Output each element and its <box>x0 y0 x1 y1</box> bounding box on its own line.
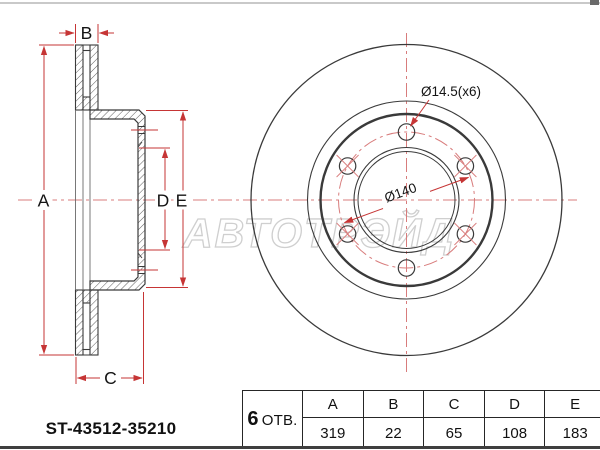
vent-vane-bottom <box>83 290 90 303</box>
bottom-divider <box>0 446 600 449</box>
dimension-letters <box>38 23 188 388</box>
col-header-B: B <box>363 391 424 418</box>
bolt-hole-diameter-label: Ø14.5(x6) <box>421 84 482 99</box>
value-C: 65 <box>424 418 485 449</box>
dimension-lines <box>39 24 469 384</box>
col-header-D: D <box>484 391 545 418</box>
holes-count: 6 <box>247 408 259 430</box>
outboard-plate-bottom <box>76 290 84 355</box>
watermark-text: АВТОТРЭЙД <box>183 210 455 256</box>
value-A: 319 <box>303 418 364 449</box>
spec-table <box>242 390 600 449</box>
bolt-circle-diameter-label: Ø140 <box>382 180 419 206</box>
holes-count-cell <box>243 391 303 449</box>
part-number: ST-43512-35210 <box>45 419 177 438</box>
dim-label-C: C <box>104 368 117 388</box>
value-E: 183 <box>545 418 600 449</box>
inboard-plate-top <box>90 45 98 110</box>
dim-label-B: B <box>80 23 93 43</box>
col-header-A: A <box>303 391 364 418</box>
holes-unit: ОТВ. <box>261 412 298 429</box>
dim-label-A: A <box>37 190 50 211</box>
outboard-plate-top <box>76 45 84 110</box>
value-D: 108 <box>484 418 545 449</box>
cross-section-view <box>76 45 146 355</box>
col-header-E: E <box>545 391 600 418</box>
dim-label-E: E <box>175 190 188 211</box>
vent-vane-top <box>83 97 90 110</box>
inboard-plate-bottom <box>90 290 98 355</box>
col-header-C: C <box>424 391 485 418</box>
dim-label-D: D <box>156 190 170 211</box>
value-B: 22 <box>363 418 424 449</box>
